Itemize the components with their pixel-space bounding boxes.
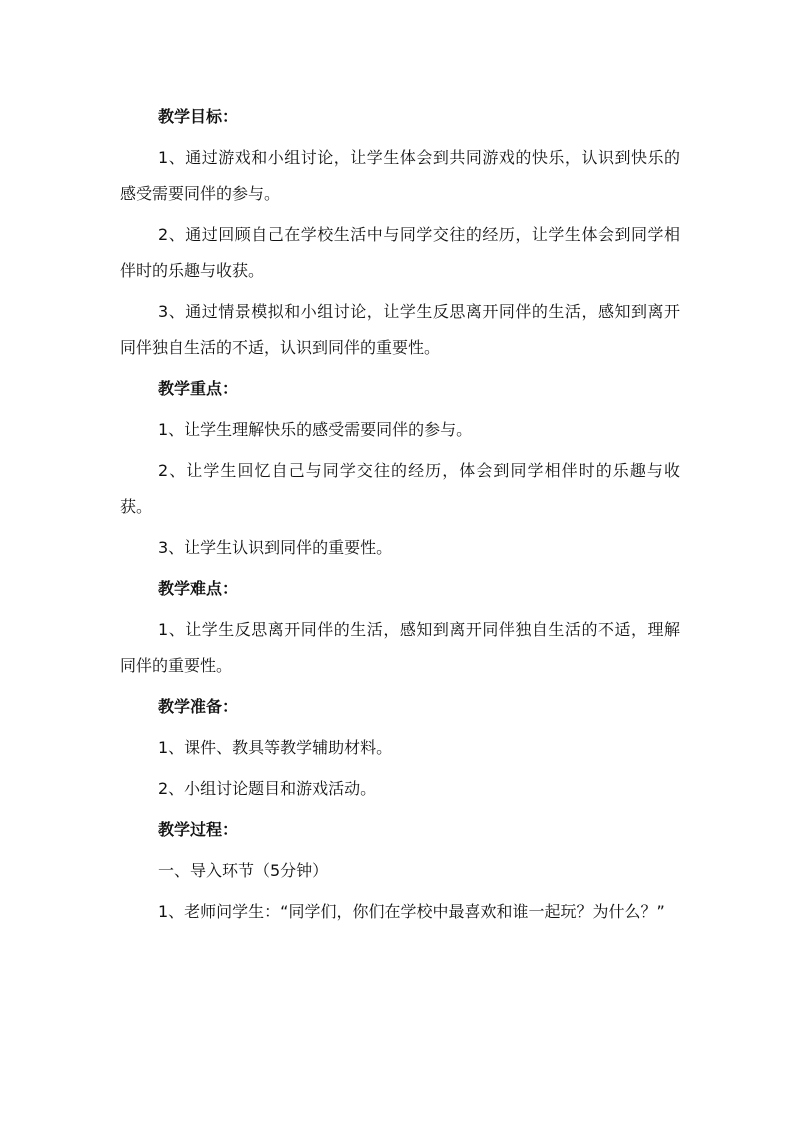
document-body	[120, 99, 680, 935]
difficulty-item-1: 1、让学生反思离开同伴的生活，感知到离开同伴独自生活的不适，理解同伴的重要性。	[120, 620, 680, 675]
goal-item-3: 3、通过情景模拟和小组讨论，让学生反思离开同伴的生活，感知到离开同伴独自生活的不适，认识到同伴的重要性。	[120, 302, 680, 357]
goal-item-1: 1、通过游戏和小组讨论，让学生体会到共同游戏的快乐，认识到快乐的感受需要同伴的参与。	[120, 148, 680, 203]
heading-preparation: 教学准备：	[158, 697, 239, 716]
key-point-item-3: 3、让学生认识到同伴的重要性。	[158, 538, 393, 557]
goal-item-2: 2、通过回顾自己在学校生活中与同学交往的经历，让学生体会到同学相伴时的乐趣与收获。	[120, 225, 680, 280]
process-section-intro: 一、导入环节（5分钟）	[158, 861, 329, 880]
key-point-item-2: 2、让学生回忆自己与同学交往的经历，体会到同学相伴时的乐趣与收获。	[120, 461, 680, 516]
heading-process: 教学过程：	[158, 820, 239, 839]
heading-difficulties: 教学难点：	[158, 579, 239, 598]
process-item-1: 1、老师问学生：“同学们，你们在学校中最喜欢和谁一起玩？为什么？”	[158, 902, 665, 921]
key-point-item-1: 1、让学生理解快乐的感受需要同伴的参与。	[158, 420, 473, 439]
heading-key-points: 教学重点：	[158, 379, 239, 398]
preparation-item-1: 1、课件、教具等教学辅助材料。	[158, 738, 393, 757]
heading-teaching-goals: 教学目标：	[158, 107, 239, 126]
preparation-item-2: 2、小组讨论题目和游戏活动。	[158, 779, 377, 798]
